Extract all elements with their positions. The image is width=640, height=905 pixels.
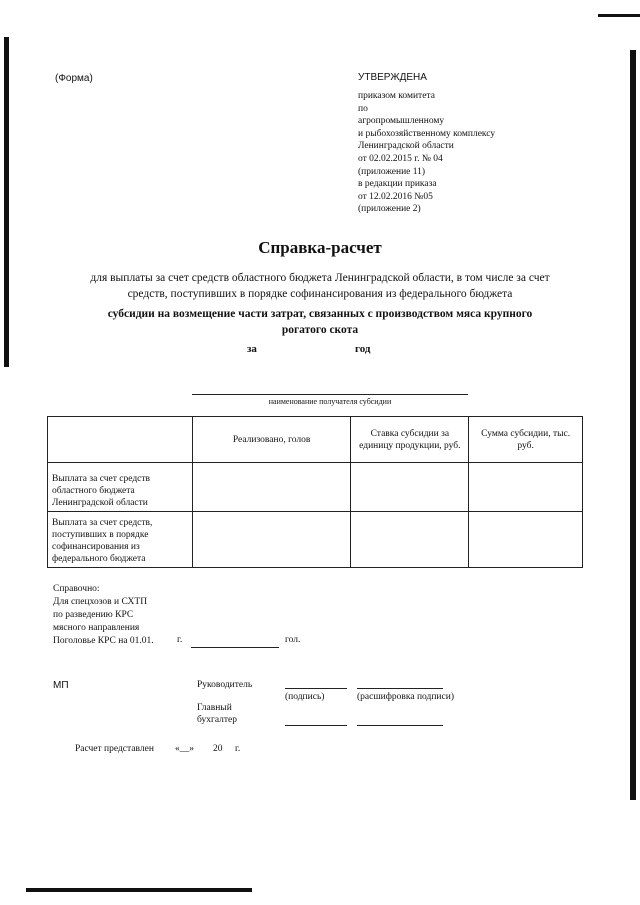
approval-line: (приложение 2) — [358, 204, 421, 215]
approval-line: Ленинградской области — [358, 141, 454, 152]
head-label: Руководитель — [197, 680, 253, 690]
header-cell: Реализовано, голов — [192, 417, 351, 463]
subsidy-table — [47, 416, 583, 568]
approval-line: по — [358, 103, 368, 114]
submitted-year-prefix: 20 — [213, 744, 223, 754]
data-cell[interactable] — [469, 463, 583, 512]
data-cell[interactable] — [351, 463, 469, 512]
chief-label-2: бухгалтер — [197, 715, 238, 725]
table-row — [48, 463, 583, 512]
chief-signature-line[interactable] — [285, 725, 347, 726]
subtitle-line: средств, поступивших в порядке софинансирования из федерального бюджета — [127, 288, 513, 300]
subtitle-line: для выплаты за счет средств областного бюджета Ленинградской области, в том числе за счет — [90, 272, 550, 284]
period-for-label: за — [247, 343, 257, 355]
chief-label-1: Главный — [197, 703, 232, 713]
reference-line: по разведению КРС — [53, 610, 134, 620]
row-label-cell: Выплата за счет средств областного бюджета Ленинградской области — [48, 463, 193, 512]
table-row — [48, 512, 583, 568]
signature-caption: (подпись) — [285, 692, 325, 702]
stamp-label: МП — [53, 680, 69, 691]
period-year-label: год — [355, 343, 371, 355]
table-header-row — [48, 417, 583, 463]
head-decoding-line[interactable] — [357, 688, 443, 689]
decoding-caption: (расшифровка подписи) — [357, 692, 454, 702]
scan-edge-bottom — [26, 888, 252, 892]
header-cell: Сумма субсидии, тыс. руб. — [469, 417, 583, 463]
scan-edge-left — [4, 37, 9, 367]
approval-line: и рыбохозяйственному комплексу — [358, 128, 496, 139]
chief-decoding-line[interactable] — [357, 725, 443, 726]
purpose-line: рогатого скота — [281, 324, 359, 336]
reference-block — [53, 583, 154, 648]
data-cell[interactable] — [469, 512, 583, 568]
reference-line: Для спецхозов и СХТП — [53, 597, 148, 607]
scan-edge-top — [598, 14, 640, 17]
reference-line: Справочно: — [53, 584, 100, 594]
livestock-count-line[interactable] — [191, 647, 279, 648]
livestock-unit: гол. — [285, 635, 301, 645]
recipient-caption: наименование получателя субсидии — [268, 397, 392, 406]
approval-heading: УТВЕРЖДЕНА — [358, 72, 427, 83]
reference-line: мясного направления — [53, 623, 140, 633]
subsidy-purpose — [50, 306, 590, 338]
approval-block — [358, 72, 495, 216]
data-cell[interactable] — [351, 512, 469, 568]
approval-line: агропромышленному — [358, 116, 445, 127]
approval-line: от 02.02.2015 г. № 04 — [358, 153, 443, 164]
data-cell[interactable] — [192, 512, 351, 568]
purpose-line: субсидии на возмещение части затрат, связанных с производством мяса крупного — [107, 308, 533, 320]
approval-line: приказом комитета — [358, 91, 435, 101]
submitted-date[interactable]: «__» — [175, 744, 194, 754]
data-cell[interactable] — [192, 463, 351, 512]
scan-edge-right — [630, 50, 636, 800]
document-subtitle — [40, 270, 600, 302]
approval-line: в редакции приказа — [358, 179, 437, 190]
form-label: (Форма) — [55, 73, 93, 84]
livestock-year-suffix: г. — [177, 635, 183, 645]
approval-line: от 12.02.2016 №05 — [358, 191, 433, 202]
submitted-label: Расчет представлен — [75, 744, 154, 754]
row-label-cell: Выплата за счет средств, поступивших в порядке софинансирования из федерального бюджета — [48, 512, 193, 568]
header-cell — [48, 417, 193, 463]
head-signature-line[interactable] — [285, 688, 347, 689]
document-title: Справка-расчет — [258, 238, 382, 257]
header-cell: Ставка субсидии за единицу продукции, руб. — [351, 417, 469, 463]
recipient-name-line[interactable] — [192, 394, 468, 395]
submitted-year-suffix: г. — [235, 744, 241, 754]
livestock-label: Поголовье КРС на 01.01. — [53, 636, 154, 646]
approval-line: (приложение 11) — [358, 166, 426, 177]
